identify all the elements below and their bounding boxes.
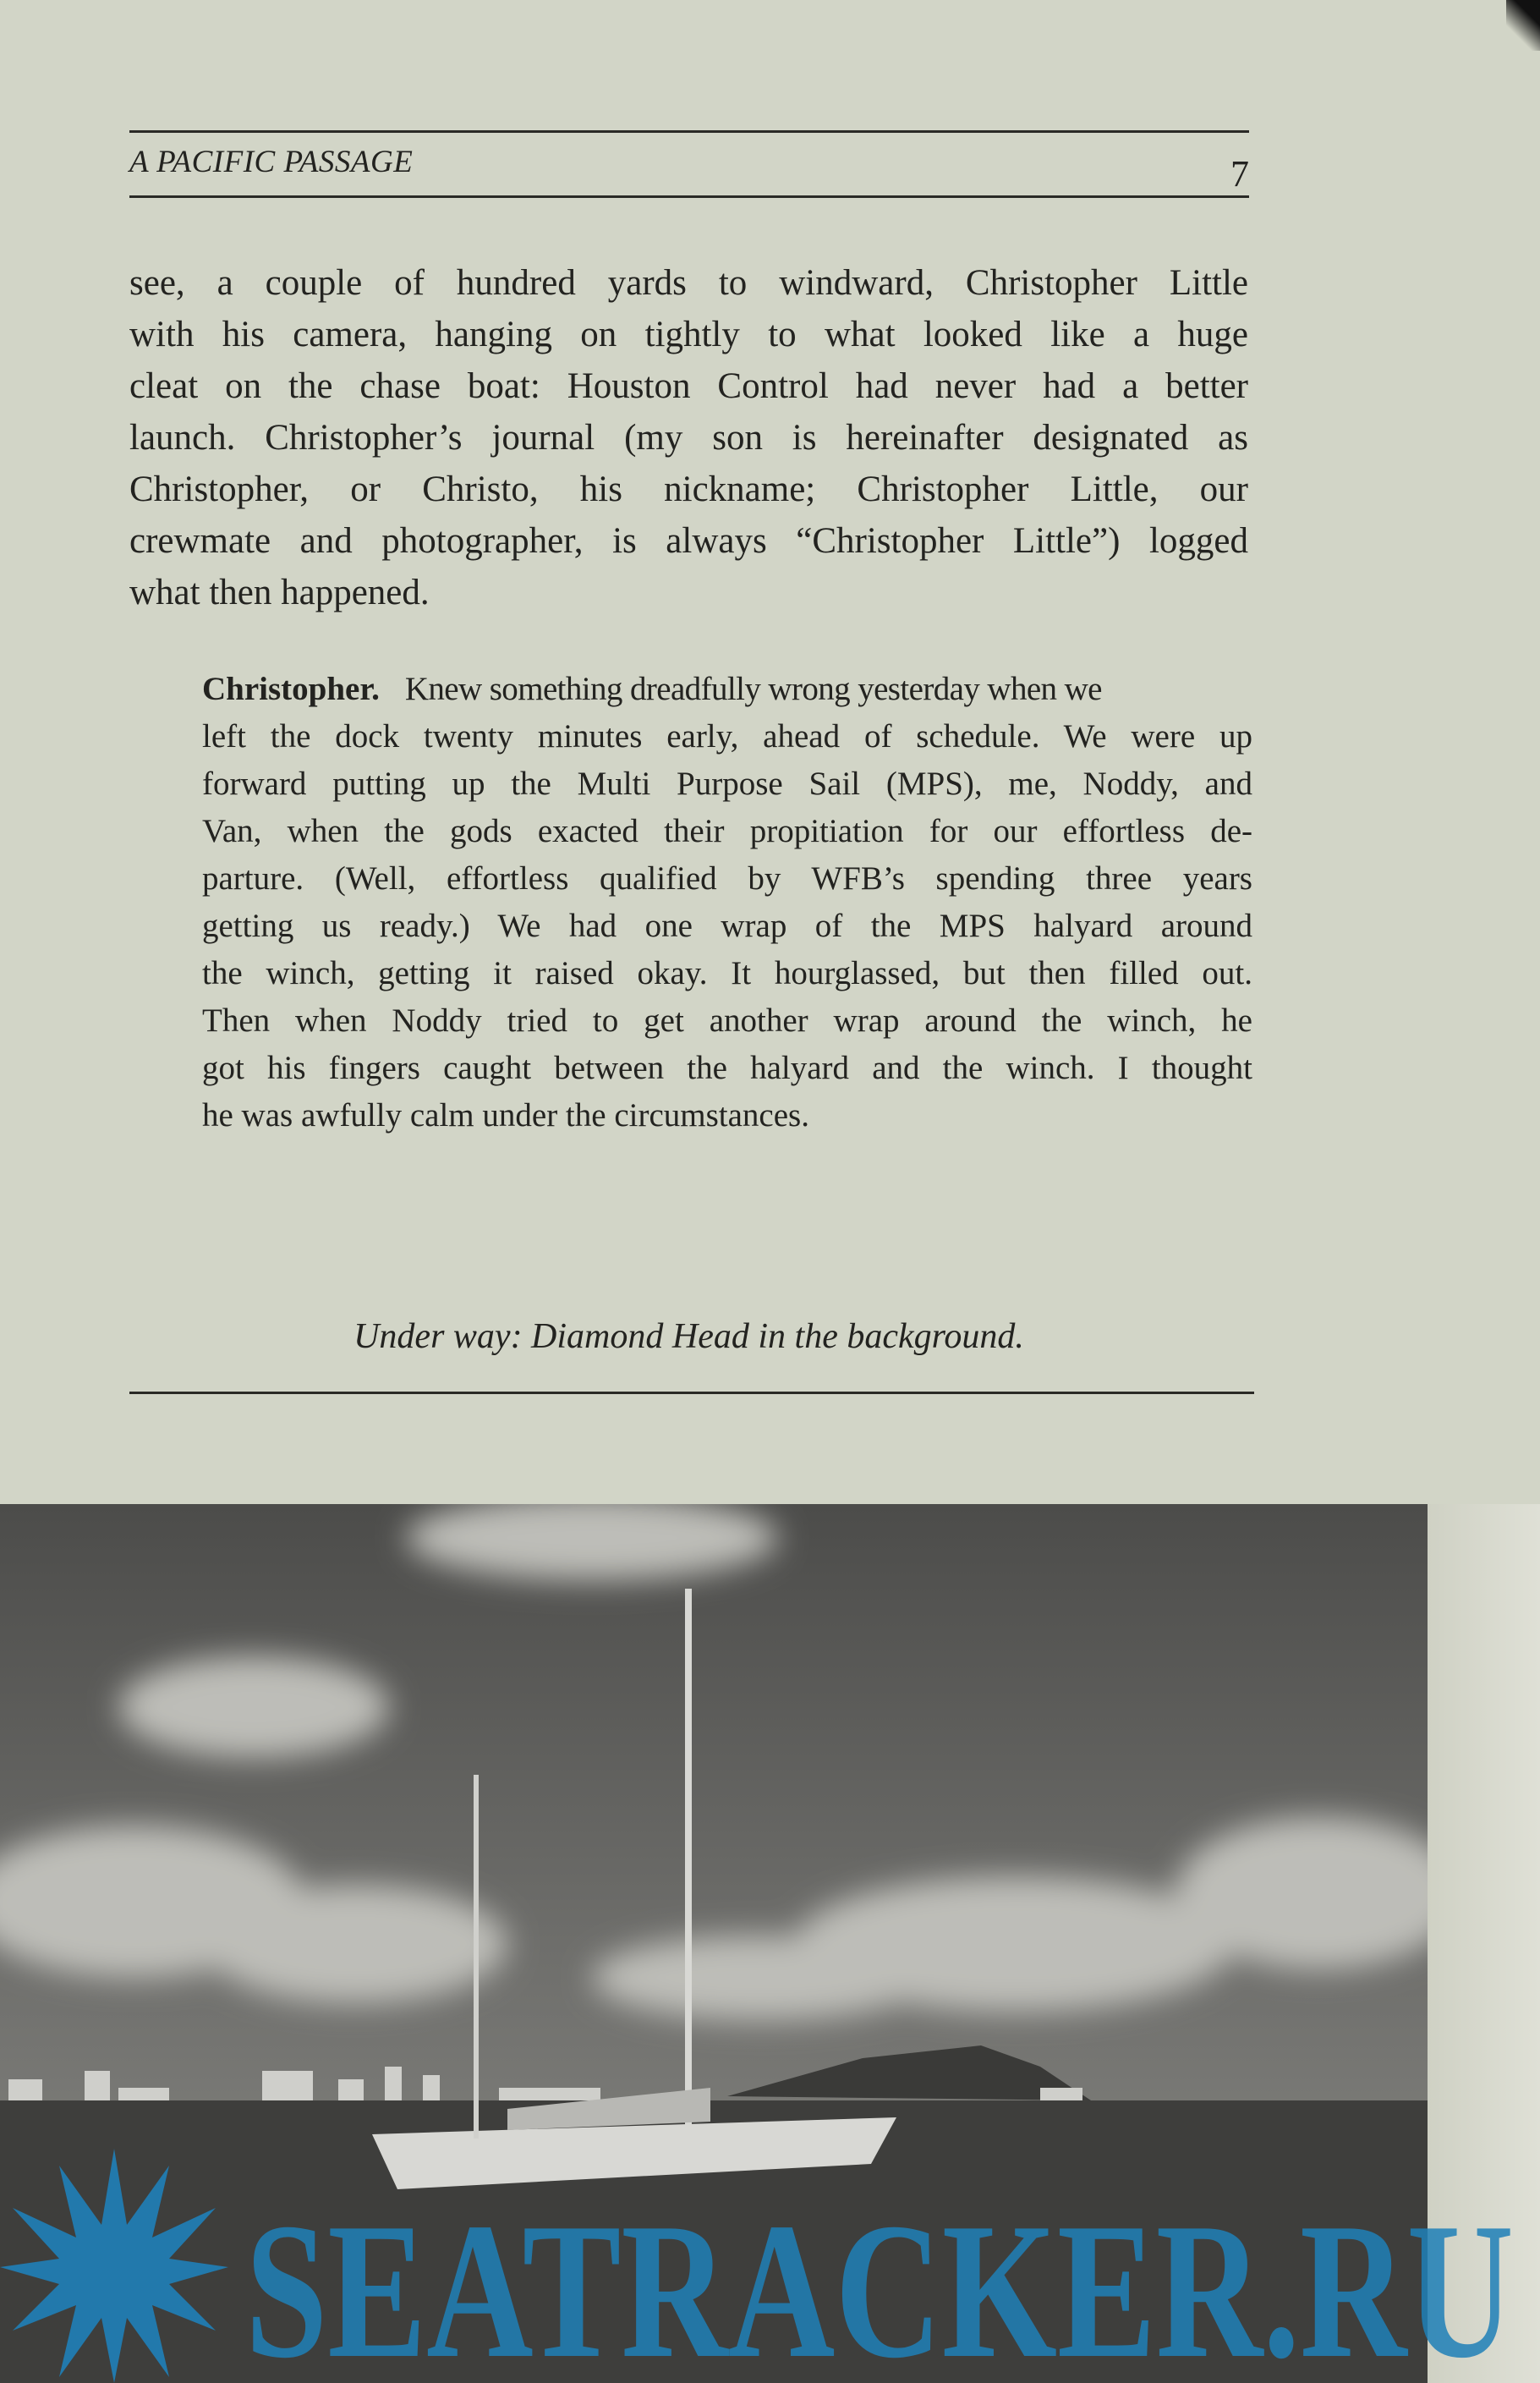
body-line: what then happened.: [129, 573, 430, 612]
quote-line: Van, when the gods exacted their propitiation for our effortless de-: [202, 813, 1252, 849]
body-line: launch. Christopher’s journal (my son is hereinafter designated as: [129, 418, 1248, 458]
starburst-logo-icon: [0, 2149, 228, 2383]
caption-rule: [129, 1392, 1254, 1394]
header-bottom-rule: [129, 195, 1249, 198]
quote-line: left the dock twenty minutes early, ahead of schedule. We were up: [202, 718, 1252, 755]
main-mast: [685, 1589, 692, 2130]
photo-caption: Under way: Diamond Head in the background.: [353, 1317, 1024, 1356]
body-line: with his camera, hanging on tightly to what looked like a huge: [129, 315, 1248, 354]
quote-line: getting us ready.) We had one wrap of the MPS halyard around: [202, 908, 1252, 944]
quote-text: Knew something dreadfully wrong yesterday when we: [404, 671, 1102, 707]
page-corner-shadow: [1506, 0, 1540, 51]
quote-line: [202, 670, 1252, 708]
quote-line: the winch, getting it raised okay. It hourglassed, but then filled out.: [202, 955, 1252, 991]
quote-line: got his fingers caught between the halyard and the winch. I thought: [202, 1050, 1252, 1086]
body-line: cleat on the chase boat: Houston Control had never had a better: [129, 366, 1248, 406]
quote-line: Then when Noddy tried to get another wrap around the winch, he: [202, 1002, 1252, 1039]
mizzen-mast: [474, 1775, 479, 2139]
body-line: crewmate and photographer, is always “Christopher Little”) logged: [129, 521, 1248, 561]
quote-speaker: Christopher.: [202, 671, 380, 707]
watermark: [0, 2149, 1540, 2383]
running-title: A PACIFIC PASSAGE: [129, 145, 414, 179]
quote-line: he was awfully calm under the circumstances.: [202, 1097, 809, 1134]
quote-line: forward putting up the Multi Purpose Sail (MPS), me, Noddy, and: [202, 766, 1252, 802]
body-line: Christopher, or Christo, his nickname; Christopher Little, our: [129, 469, 1248, 509]
page-number: 7: [1230, 153, 1249, 195]
quote-line: parture. (Well, effortless qualified by WFB’s spending three years: [202, 860, 1252, 897]
header-top-rule: [129, 130, 1249, 133]
watermark-text: SEATRACKER.RU: [245, 2183, 1514, 2383]
body-line: see, a couple of hundred yards to windward, Christopher Little: [129, 263, 1248, 303]
